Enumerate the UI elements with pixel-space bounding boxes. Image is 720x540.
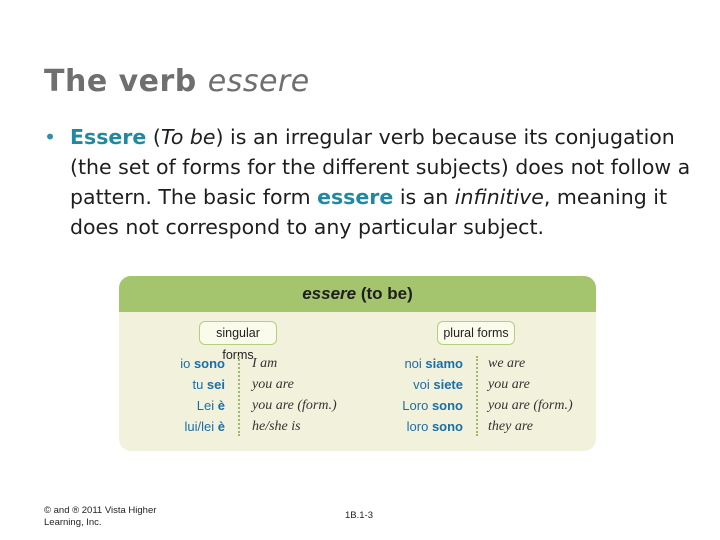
bullet-point (44, 122, 692, 242)
singular-row-4-spanish (145, 417, 225, 437)
plural-row-2-english: you are (488, 377, 530, 392)
table-title (119, 284, 596, 304)
verb-form: sono (193, 356, 225, 371)
slide-title (44, 64, 310, 99)
singular-row-4-english: he/she is (252, 419, 301, 434)
plural-row-3-spanish (363, 396, 463, 416)
plural-row-4-english: they are (488, 419, 533, 434)
title-italic: essere (207, 64, 310, 99)
verb-form: sono (431, 398, 463, 413)
conjugation-table (119, 276, 596, 451)
slide-number: 1B.1-3 (345, 510, 373, 521)
singular-row-1-spanish (145, 354, 225, 374)
pronoun: lui/lei (184, 419, 215, 434)
keyword-essere-lower: essere (317, 185, 394, 209)
table-title-verb: essere (302, 284, 357, 303)
title-plain: The verb (44, 64, 208, 99)
bullet-marker: • (44, 125, 57, 149)
verb-form: siamo (425, 356, 463, 371)
to-be-italic: To be (160, 125, 216, 149)
plural-row-2-spanish (363, 375, 463, 395)
singular-row-3-english: you are (form.) (252, 398, 337, 413)
plural-row-4-spanish (363, 417, 463, 437)
pronoun: tu (192, 377, 204, 392)
verb-form: sono (431, 419, 463, 434)
plural-row-1-english: we are (488, 356, 526, 371)
singular-row-1-english: I am (252, 356, 278, 371)
pronoun: Loro (402, 398, 429, 413)
infinitive-italic: infinitive (454, 185, 544, 209)
bullet-fragment: ( (146, 125, 161, 149)
pronoun: voi (413, 377, 430, 392)
pronoun: io (180, 356, 191, 371)
verb-form: è (217, 398, 225, 413)
singular-row-2-spanish (145, 375, 225, 395)
keyword-essere: Essere (70, 125, 147, 149)
verb-form: è (217, 419, 225, 434)
bullet-fragment: , meaning it does not correspond to any particular subject. (70, 185, 668, 239)
pronoun: loro (406, 419, 429, 434)
bullet-text (44, 122, 692, 242)
plural-row-3-english: you are (form.) (488, 398, 573, 413)
pronoun: Lei (196, 398, 215, 413)
table-header (119, 276, 596, 312)
singular-divider (238, 356, 240, 436)
verb-form: siete (433, 377, 463, 392)
plural-forms-label: plural forms (437, 321, 515, 345)
verb-form: sei (206, 377, 225, 392)
table-title-meaning: (to be) (356, 284, 413, 303)
plural-divider (476, 356, 478, 436)
singular-forms-label: singular forms (199, 321, 277, 345)
copyright-notice: © and ® 2011 Vista Higher Learning, Inc. (44, 505, 157, 528)
singular-row-3-spanish (145, 396, 225, 416)
bullet-fragment: is an (393, 185, 455, 209)
plural-row-1-spanish (363, 354, 463, 374)
singular-row-2-english: you are (252, 377, 294, 392)
pronoun: noi (404, 356, 422, 371)
bullet-fragment: ) is an irregular verb because its conjugation (the set of forms for the different subjects) does not follow a pattern. The basic form (70, 125, 691, 209)
